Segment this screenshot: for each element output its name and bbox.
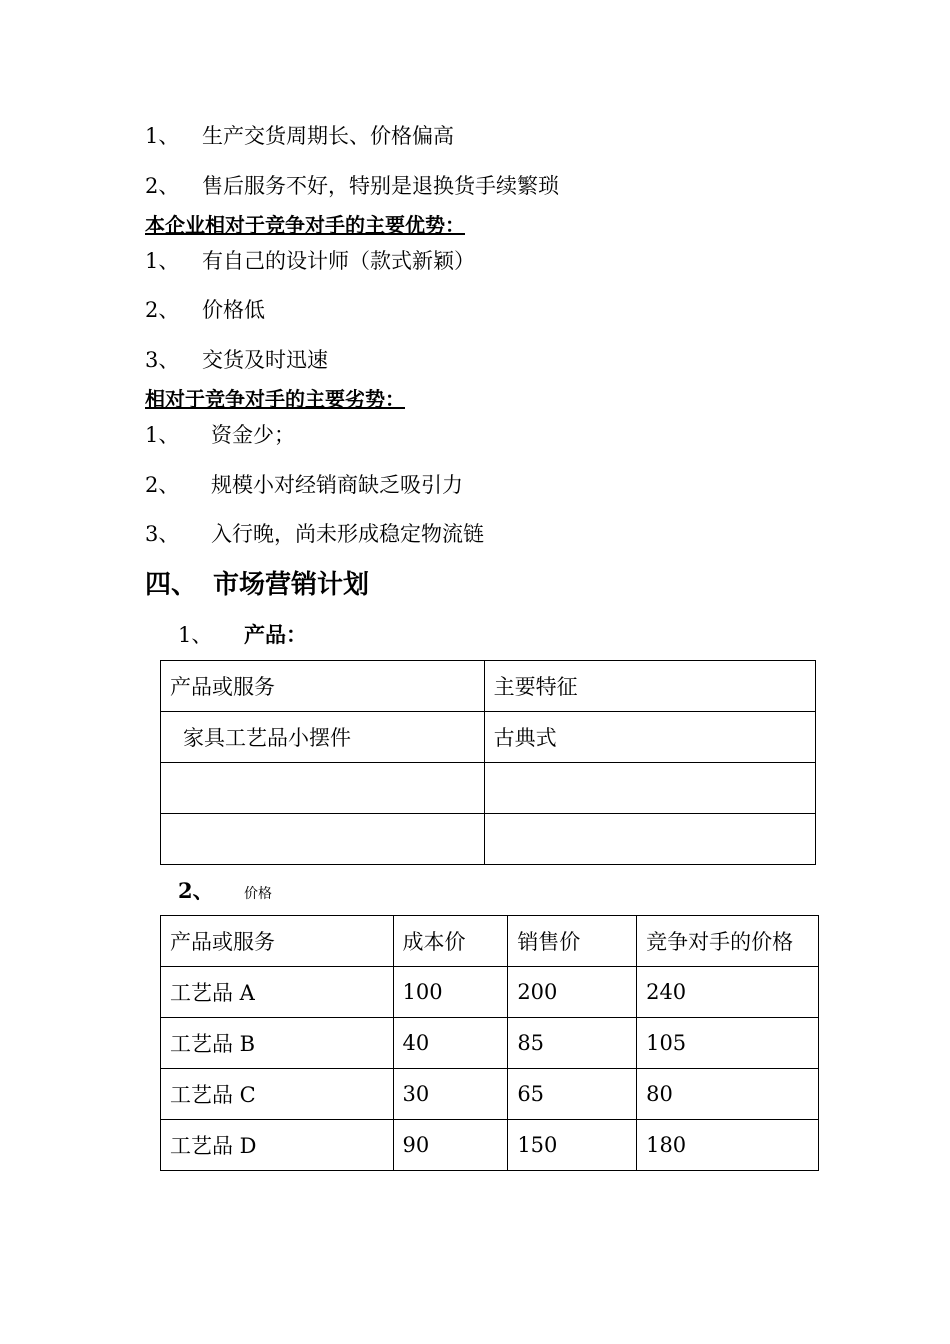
table-row (161, 1120, 819, 1171)
subheading-number: 1、 (178, 623, 213, 647)
table-cell: 工艺品 C (161, 1069, 394, 1120)
table-cell: 100 (393, 967, 508, 1018)
list-text: 有自己的设计师（款式新颖） (202, 249, 475, 273)
table-header-cell: 销售价 (508, 916, 637, 967)
list-number: 2、 (145, 473, 180, 497)
disadvantages-heading: 相对于竞争对手的主要劣势： (145, 387, 405, 411)
list-text: 售后服务不好，特别是退换货手续繁琐 (202, 174, 559, 198)
table-header-cell: 产品或服务 (161, 661, 485, 712)
list-number: 3、 (145, 348, 180, 372)
price-subheading (178, 877, 272, 908)
table-cell: 65 (508, 1069, 637, 1120)
table-cell: 150 (508, 1120, 637, 1171)
section-heading (145, 568, 369, 602)
table-cell: 工艺品 B (161, 1018, 394, 1069)
table-cell: 200 (508, 967, 637, 1018)
table-row (161, 1069, 819, 1120)
table-row (161, 712, 816, 763)
list-item (145, 172, 559, 200)
list-number: 1、 (145, 124, 180, 148)
table-header-row (161, 661, 816, 712)
table-cell (484, 814, 815, 865)
list-item (145, 296, 265, 324)
list-number: 1、 (145, 423, 180, 447)
table-cell: 工艺品 A (161, 967, 394, 1018)
price-table (160, 915, 819, 1171)
list-number: 3、 (145, 522, 180, 546)
table-header-cell: 产品或服务 (161, 916, 394, 967)
subheading-label: 价格 (244, 886, 272, 902)
table-cell: 105 (637, 1018, 819, 1069)
table-cell: 85 (508, 1018, 637, 1069)
table-cell: 30 (393, 1069, 508, 1120)
subheading-label: 产品： (244, 623, 307, 647)
list-text: 入行晚，尚未形成稳定物流链 (211, 522, 484, 546)
list-item (145, 471, 463, 499)
table-header-cell: 主要特征 (484, 661, 815, 712)
subheading-number: 2、 (178, 878, 214, 903)
table-row (161, 763, 816, 814)
list-item (145, 346, 328, 374)
table-row (161, 1018, 819, 1069)
table-cell: 工艺品 D (161, 1120, 394, 1171)
list-number: 2、 (145, 298, 180, 322)
section-title: 市场营销计划 (213, 570, 370, 600)
table-cell: 240 (637, 967, 819, 1018)
table-cell (484, 763, 815, 814)
product-table (160, 660, 816, 865)
table-cell: 家具工艺品小摆件 (161, 712, 485, 763)
table-header-row (161, 916, 819, 967)
list-item (145, 122, 454, 150)
list-text: 价格低 (202, 298, 265, 322)
table-cell: 180 (637, 1120, 819, 1171)
list-text: 规模小对经销商缺乏吸引力 (211, 473, 463, 497)
list-number: 2、 (145, 174, 180, 198)
table-cell: 40 (393, 1018, 508, 1069)
section-number: 四、 (145, 570, 198, 600)
table-cell: 80 (637, 1069, 819, 1120)
table-row (161, 814, 816, 865)
list-item (145, 421, 295, 449)
advantages-heading: 本企业相对于竞争对手的主要优势： (145, 213, 465, 237)
product-subheading (178, 621, 307, 649)
table-row (161, 967, 819, 1018)
table-header-cell: 竞争对手的价格 (637, 916, 819, 967)
table-cell (161, 763, 485, 814)
list-text: 交货及时迅速 (202, 348, 328, 372)
list-item (145, 247, 475, 275)
list-text: 生产交货周期长、价格偏高 (202, 124, 454, 148)
table-cell: 90 (393, 1120, 508, 1171)
list-number: 1、 (145, 249, 180, 273)
list-item (145, 520, 484, 548)
table-cell (161, 814, 485, 865)
table-cell: 古典式 (484, 712, 815, 763)
list-text: 资金少； (211, 423, 295, 447)
table-header-cell: 成本价 (393, 916, 508, 967)
